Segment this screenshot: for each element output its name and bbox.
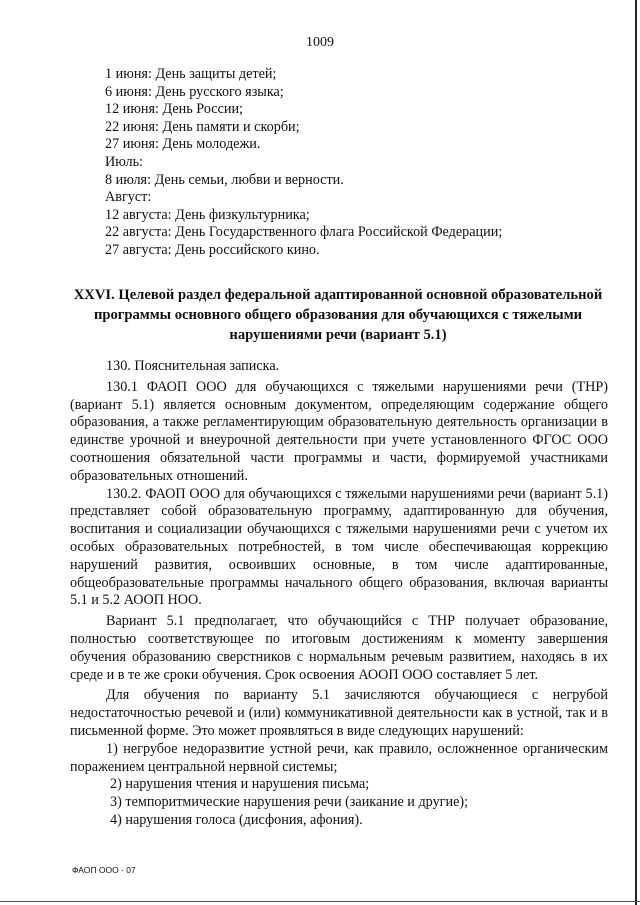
paragraph: 130.2. ФАОП ООО для обучающихся с тяжелыми нарушениями речи (вариант 5.1) представляет собой образовательную программу, адаптированную для обучения, воспитания и социализации обучающихся с тяжелыми нарушениями речи с учетом их особых образовательных потребностей, в том числе обеспечивающая коррекцию нарушений развития, освоивших основные, в том числе адаптированные, общеобразовательные программы начального общего образования, включая варианты 5.1 и 5.2 АООП НОО. [70, 485, 608, 609]
paragraph: 1) негрубое недоразвитие устной речи, как правило, осложненное органическим поражением центральной нервной системы; [70, 740, 608, 775]
list-item: 6 июня: День русского языка; [105, 83, 284, 100]
paragraph: Для обучения по варианту 5.1 зачисляются обучающиеся с негрубой недостаточностью речевой и (или) коммуникативной деятельности как в устной, так и в письменной форме. Это может проявляться в виде следующих нарушений: [70, 687, 608, 739]
list-item: 27 августа: День российского кино. [105, 241, 320, 258]
paragraph: 130.1 ФАОП ООО для обучающихся с тяжелыми нарушениями речи (ТНР) (вариант 5.1) является основным документом, определяющим содержание общего образования, а также регламентирующим образовательную деятельность организации в единстве урочной и внеурочной деятельности при учете установленного ФГОС ООО соотношения обязательной части программы и части, формируемой участниками образовательных отношений. [70, 378, 608, 484]
list-item: 12 июня: День России; [105, 101, 243, 118]
body-text [70, 358, 608, 830]
list-item: 22 июня: День памяти и скорби; [105, 118, 300, 135]
footer-code: ФАОП ООО - 07 [72, 865, 136, 875]
list-item: Август: [105, 189, 152, 206]
list-item: 3) темпоритмические нарушения речи (заикание и другие); [110, 794, 469, 811]
page-edge-bottom [0, 901, 640, 902]
list-item: 12 августа: День физкультурника; [105, 206, 310, 223]
list-item: 4) нарушения голоса (дисфония, афония). [110, 811, 363, 828]
paragraph: Вариант 5.1 предполагает, что обучающийся с ТНР получает образование, полностью соответствующее по итоговым достижениям к моменту завершения обучения образованию сверстников с нормальным речевым развитием, находясь в их среде и в те же сроки обучения. Срок освоения АООП ООО составляет 5 лет. [70, 613, 608, 683]
section-heading: XXVI. Целевой раздел федеральной адаптированной основной образовательной программы основного общего образования для обучающихся с тяжелыми нарушениями речи (вариант 5.1) [73, 287, 603, 343]
page-edge-right [635, 0, 637, 905]
list-item: 27 июня: День молодежи. [105, 136, 261, 153]
list-item: 1 июня: День защиты детей; [105, 66, 277, 82]
list-item: Июль: [105, 153, 143, 170]
list-item: 22 августа: День Государственного флага Российской Федерации; [105, 224, 503, 241]
dates-list [105, 66, 502, 260]
paragraph: 130. Пояснительная записка. [106, 358, 280, 374]
list-item: 2) нарушения чтения и нарушения письма; [110, 776, 370, 793]
page-number: 1009 [306, 35, 334, 50]
list-item: 8 июля: День семьи, любви и верности. [105, 171, 344, 188]
